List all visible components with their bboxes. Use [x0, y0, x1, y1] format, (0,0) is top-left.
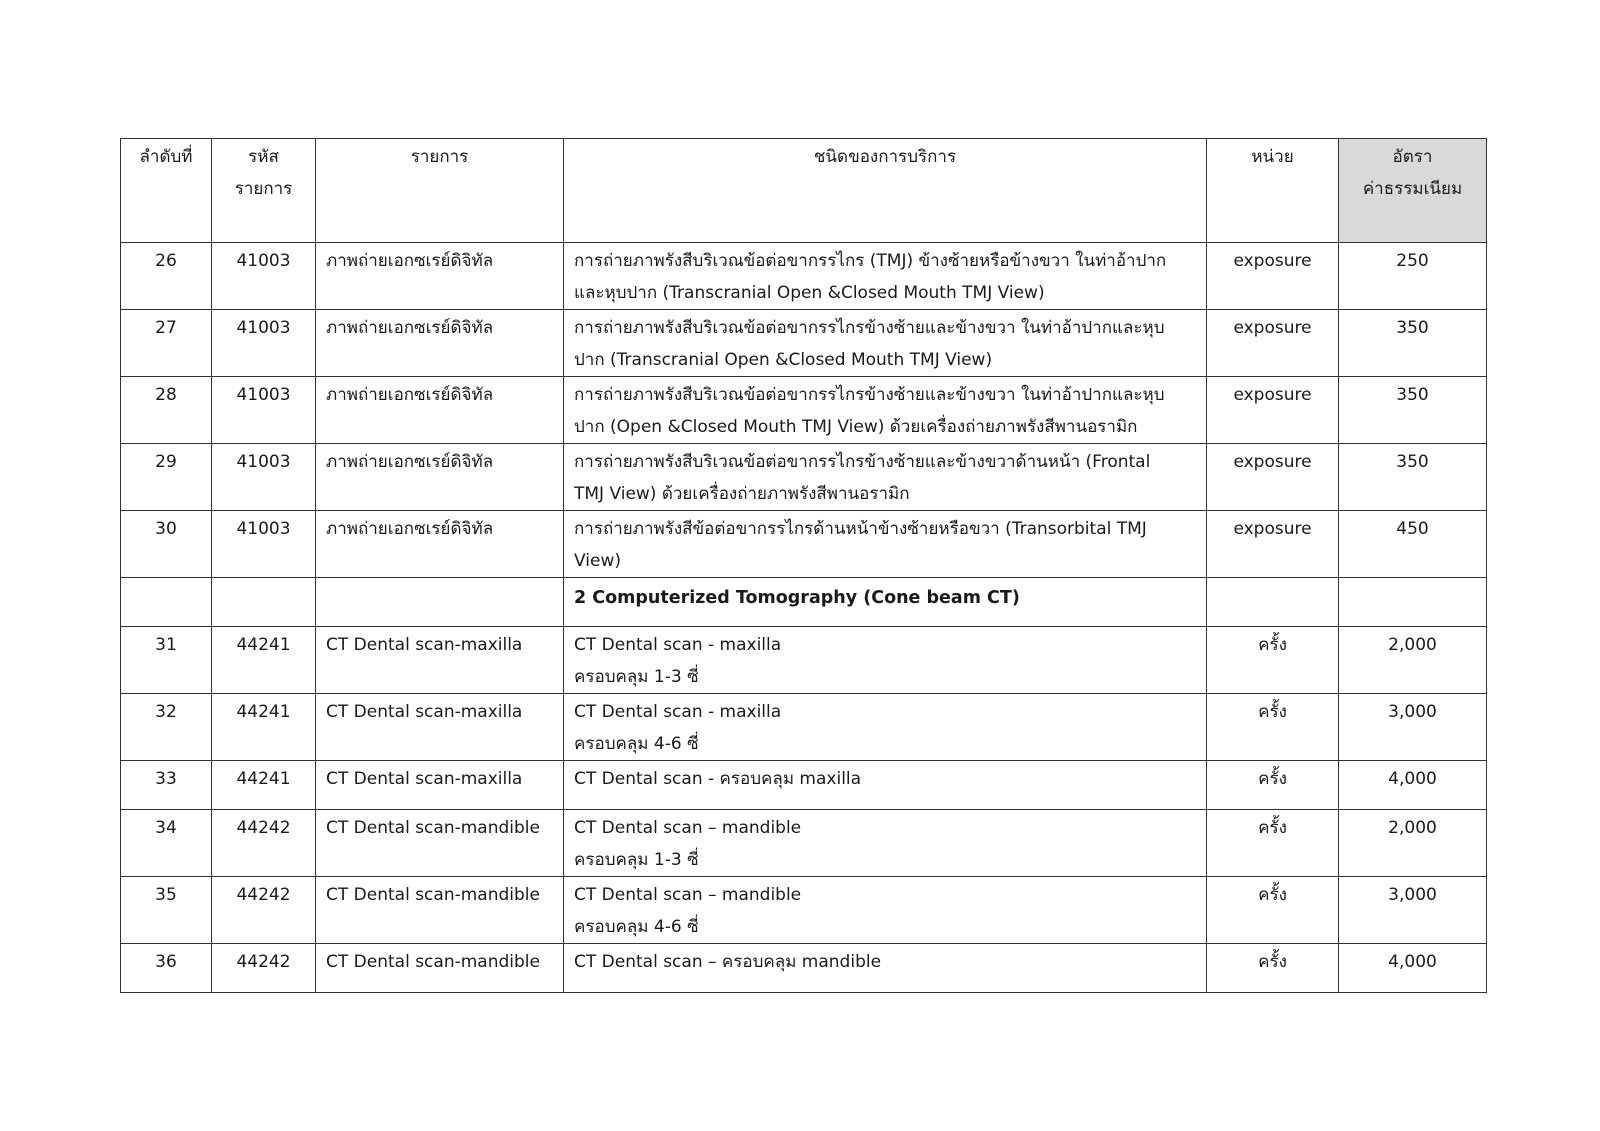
- table-row: [121, 627, 1487, 694]
- cell-desc: [564, 377, 1207, 444]
- cell-code: 44242: [212, 944, 316, 993]
- cell-item: CT Dental scan-mandible: [316, 944, 564, 993]
- cell-item: ภาพถ่ายเอกซเรย์ดิจิทัล: [316, 511, 564, 578]
- cell-empty: [1207, 578, 1339, 627]
- cell-no: 27: [121, 310, 212, 377]
- cell-code: 41003: [212, 243, 316, 310]
- desc-line: และหุบปาก (Transcranial Open &Closed Mouth TMJ View): [574, 283, 1045, 303]
- desc-line: CT Dental scan - maxilla: [574, 635, 782, 655]
- desc-line: CT Dental scan – mandible: [574, 818, 802, 838]
- cell-rate: 3,000: [1339, 877, 1487, 944]
- header-rate-line-1: อัตรา: [1392, 147, 1433, 167]
- cell-item: CT Dental scan-maxilla: [316, 761, 564, 810]
- header-code-line-1: รหัส: [248, 147, 279, 167]
- cell-desc: [564, 694, 1207, 761]
- cell-empty: [1339, 578, 1487, 627]
- cell-code: 41003: [212, 444, 316, 511]
- table-row: [121, 810, 1487, 877]
- cell-unit: ครั้ง: [1207, 877, 1339, 944]
- cell-unit: ครั้ง: [1207, 761, 1339, 810]
- cell-rate: 2,000: [1339, 810, 1487, 877]
- cell-code: 41003: [212, 377, 316, 444]
- cell-no: 26: [121, 243, 212, 310]
- desc-line: การถ่ายภาพรังสีบริเวณข้อต่อขากรรไกรข้างซ้ายและข้างขวา ในท่าอ้าปากและหุบ: [574, 318, 1165, 338]
- cell-unit: exposure: [1207, 511, 1339, 578]
- fee-table: [120, 138, 1487, 993]
- cell-item: ภาพถ่ายเอกซเรย์ดิจิทัล: [316, 444, 564, 511]
- header-code-line-2: รายการ: [234, 179, 293, 199]
- cell-unit: ครั้ง: [1207, 694, 1339, 761]
- desc-line: ครอบคลุม 4-6 ซี่: [574, 734, 699, 754]
- cell-desc: [564, 243, 1207, 310]
- cell-code: 44241: [212, 694, 316, 761]
- cell-desc: [564, 444, 1207, 511]
- cell-code: 44241: [212, 627, 316, 694]
- cell-item: ภาพถ่ายเอกซเรย์ดิจิทัล: [316, 310, 564, 377]
- desc-line: ครอบคลุม 1-3 ซี่: [574, 667, 699, 687]
- desc-line: การถ่ายภาพรังสีบริเวณข้อต่อขากรรไกรข้างซ้ายและข้างขวาด้านหน้า (Frontal: [574, 452, 1151, 472]
- desc-line: CT Dental scan – mandible: [574, 885, 802, 905]
- header-service: ชนิดของการบริการ: [564, 139, 1207, 243]
- table-header-row: [121, 139, 1487, 243]
- cell-item: CT Dental scan-mandible: [316, 810, 564, 877]
- cell-desc: [564, 810, 1207, 877]
- cell-no: 31: [121, 627, 212, 694]
- cell-no: 28: [121, 377, 212, 444]
- cell-rate: 3,000: [1339, 694, 1487, 761]
- cell-rate: 250: [1339, 243, 1487, 310]
- section-row: [121, 578, 1487, 627]
- cell-item: CT Dental scan-mandible: [316, 877, 564, 944]
- cell-item: ภาพถ่ายเอกซเรย์ดิจิทัล: [316, 377, 564, 444]
- desc-line: CT Dental scan – ครอบคลุม mandible: [574, 952, 882, 972]
- cell-rate: 2,000: [1339, 627, 1487, 694]
- desc-line: TMJ View) ด้วยเครื่องถ่ายภาพรังสีพานอรามิก: [574, 484, 910, 504]
- cell-desc: [564, 761, 1207, 810]
- cell-code: 44241: [212, 761, 316, 810]
- desc-line: ครอบคลุม 1-3 ซี่: [574, 850, 699, 870]
- cell-empty: [121, 578, 212, 627]
- table-row: [121, 310, 1487, 377]
- cell-desc: [564, 627, 1207, 694]
- cell-empty: [316, 578, 564, 627]
- desc-line: View): [574, 551, 621, 571]
- cell-no: 33: [121, 761, 212, 810]
- cell-code: 44242: [212, 877, 316, 944]
- cell-code: 41003: [212, 310, 316, 377]
- cell-unit: ครั้ง: [1207, 944, 1339, 993]
- table-row: [121, 377, 1487, 444]
- section-title: 2 Computerized Tomography (Cone beam CT): [564, 578, 1207, 627]
- table-row: [121, 444, 1487, 511]
- cell-rate: 4,000: [1339, 761, 1487, 810]
- cell-no: 32: [121, 694, 212, 761]
- cell-desc: [564, 310, 1207, 377]
- cell-unit: exposure: [1207, 243, 1339, 310]
- cell-code: 44242: [212, 810, 316, 877]
- desc-line: การถ่ายภาพรังสีข้อต่อขากรรไกรด้านหน้าข้างซ้ายหรือขวา (Transorbital TMJ: [574, 519, 1147, 539]
- desc-line: ครอบคลุม 4-6 ซี่: [574, 917, 699, 937]
- cell-code: 41003: [212, 511, 316, 578]
- cell-no: 29: [121, 444, 212, 511]
- header-rate-line-2: ค่าธรรมเนียม: [1362, 179, 1463, 199]
- table-row: [121, 511, 1487, 578]
- table-row: [121, 877, 1487, 944]
- cell-unit: exposure: [1207, 377, 1339, 444]
- cell-rate: 450: [1339, 511, 1487, 578]
- desc-line: ปาก (Open &Closed Mouth TMJ View) ด้วยเครื่องถ่ายภาพรังสีพานอรามิก: [574, 417, 1138, 437]
- desc-line: CT Dental scan - maxilla: [574, 702, 782, 722]
- cell-unit: ครั้ง: [1207, 627, 1339, 694]
- cell-item: ภาพถ่ายเอกซเรย์ดิจิทัล: [316, 243, 564, 310]
- desc-line: การถ่ายภาพรังสีบริเวณข้อต่อขากรรไกรข้างซ้ายและข้างขวา ในท่าอ้าปากและหุบ: [574, 385, 1165, 405]
- cell-rate: 350: [1339, 310, 1487, 377]
- cell-unit: exposure: [1207, 444, 1339, 511]
- cell-desc: [564, 877, 1207, 944]
- cell-no: 36: [121, 944, 212, 993]
- cell-unit: ครั้ง: [1207, 810, 1339, 877]
- cell-desc: [564, 944, 1207, 993]
- cell-unit: exposure: [1207, 310, 1339, 377]
- cell-no: 34: [121, 810, 212, 877]
- desc-line: ปาก (Transcranial Open &Closed Mouth TMJ View): [574, 350, 993, 370]
- cell-item: CT Dental scan-maxilla: [316, 627, 564, 694]
- header-item: รายการ: [316, 139, 564, 243]
- cell-rate: 350: [1339, 377, 1487, 444]
- cell-desc: [564, 511, 1207, 578]
- table-row: [121, 243, 1487, 310]
- cell-item: CT Dental scan-maxilla: [316, 694, 564, 761]
- cell-no: 30: [121, 511, 212, 578]
- cell-no: 35: [121, 877, 212, 944]
- cell-rate: 350: [1339, 444, 1487, 511]
- desc-line: CT Dental scan - ครอบคลุม maxilla: [574, 769, 862, 789]
- header-code: [212, 139, 316, 243]
- header-no: ลำดับที่: [121, 139, 212, 243]
- cell-rate: 4,000: [1339, 944, 1487, 993]
- table-row: [121, 944, 1487, 993]
- table-row: [121, 761, 1487, 810]
- cell-empty: [212, 578, 316, 627]
- header-rate: [1339, 139, 1487, 243]
- desc-line: การถ่ายภาพรังสีบริเวณข้อต่อขากรรไกร (TMJ) ข้างซ้ายหรือข้างขวา ในท่าอ้าปาก: [574, 251, 1167, 271]
- header-unit: หน่วย: [1207, 139, 1339, 243]
- table-row: [121, 694, 1487, 761]
